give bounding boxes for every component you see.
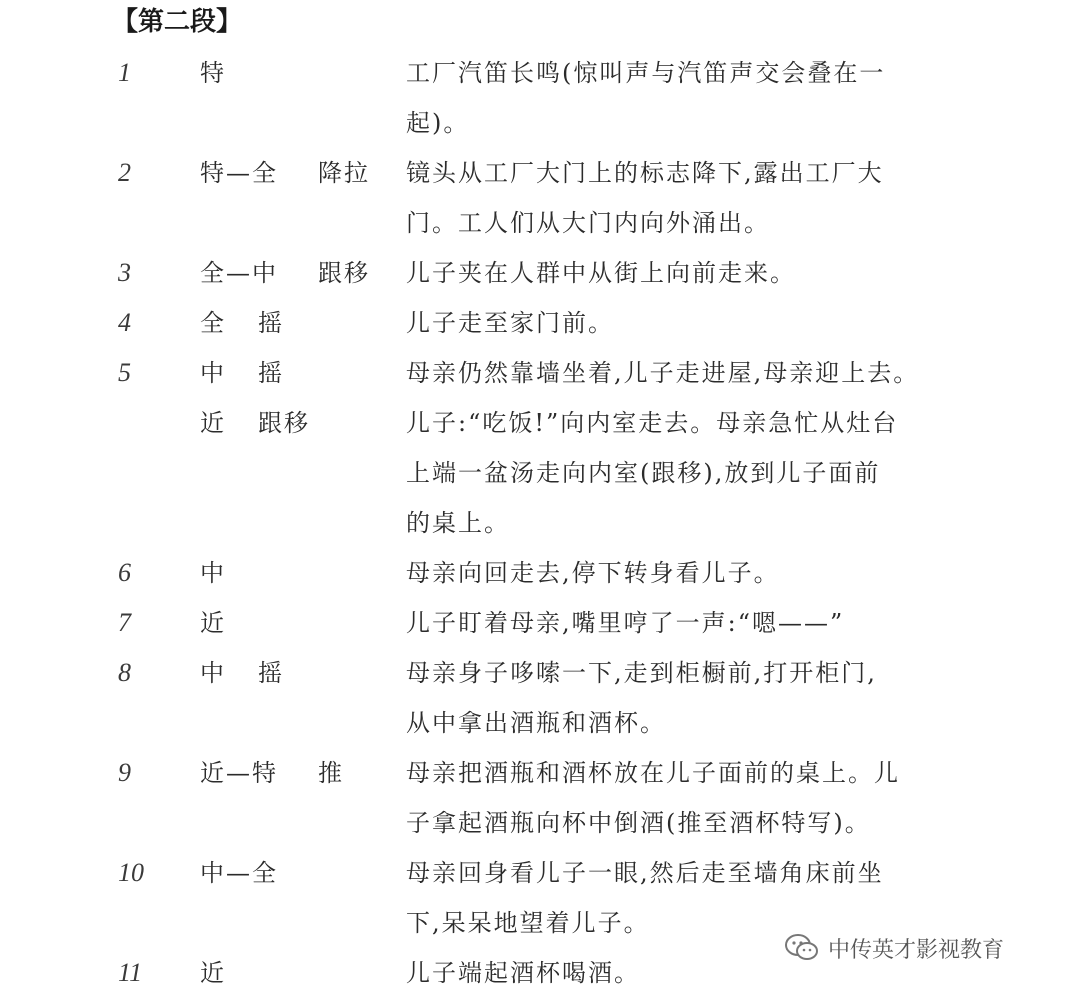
shot-description (406, 648, 976, 748)
shot-description (406, 398, 976, 548)
shot-number: 1 (118, 58, 131, 87)
description-line: 起)。 (406, 109, 470, 137)
shot-description (406, 598, 976, 648)
description-line: 儿子盯着母亲,嘴里哼了一声:“嗯——” (406, 609, 845, 637)
camera-movement: 推 (318, 759, 344, 787)
shot-number: 10 (118, 858, 144, 887)
shot-description (406, 548, 976, 598)
shot-number: 2 (118, 158, 131, 187)
shot-list (0, 48, 1072, 998)
description-line: 门。工人们从大门内向外涌出。 (406, 209, 770, 237)
shot-size: 特—全 (200, 159, 278, 187)
shot-row (0, 348, 1072, 398)
shot-row (0, 748, 1072, 848)
shot-size: 特 (200, 59, 226, 87)
shot-row (0, 148, 1072, 248)
shot-size: 中 (200, 559, 226, 587)
camera-movement: 跟移 (318, 259, 370, 287)
camera-movement: 摇 (258, 359, 284, 387)
shot-row (0, 298, 1072, 348)
watermark (784, 928, 1004, 968)
shot-row (0, 248, 1072, 298)
watermark-text: 中传英才影视教育 (828, 937, 1005, 963)
camera-movement: 跟移 (258, 409, 310, 437)
shot-row (0, 648, 1072, 748)
shot-number: 5 (118, 358, 131, 387)
shot-description (406, 248, 976, 298)
shot-description (406, 748, 976, 848)
shot-size: 全—中 (200, 259, 278, 287)
shot-description (406, 148, 976, 248)
description-line: 的桌上。 (406, 509, 510, 537)
shot-description (406, 348, 976, 398)
shot-row (0, 548, 1072, 598)
camera-movement: 降拉 (318, 159, 370, 187)
camera-movement: 摇 (258, 659, 284, 687)
shot-number: 3 (118, 258, 131, 287)
description-line: 母亲向回走去,停下转身看儿子。 (406, 559, 780, 587)
description-line: 从中拿出酒瓶和酒杯。 (406, 709, 666, 737)
description-line: 下,呆呆地望着儿子。 (406, 909, 650, 937)
shot-row (0, 48, 1072, 148)
shot-number: 4 (118, 308, 131, 337)
description-line: 镜头从工厂大门上的标志降下,露出工厂大 (406, 159, 884, 187)
description-line: 母亲身子哆嗦一下,走到柜橱前,打开柜门, (406, 659, 877, 687)
shot-size: 全 (200, 309, 226, 337)
shot-size: 近 (200, 609, 226, 637)
description-line: 母亲回身看儿子一眼,然后走至墙角床前坐 (406, 859, 884, 887)
shot-number: 11 (118, 958, 143, 987)
shot-size: 中—全 (200, 859, 278, 887)
description-line: 儿子夹在人群中从街上向前走来。 (406, 259, 796, 287)
shot-size: 中 (200, 659, 226, 687)
shot-description (406, 298, 976, 348)
shot-row (0, 398, 1072, 548)
shot-size: 近—特 (200, 759, 278, 787)
shot-size: 中 (200, 359, 226, 387)
shot-row (0, 598, 1072, 648)
shot-number: 8 (118, 658, 131, 687)
description-line: 儿子走至家门前。 (406, 309, 614, 337)
description-line: 儿子端起酒杯喝酒。 (406, 959, 640, 987)
section-heading: 【第二段】 (112, 7, 243, 37)
shot-number: 7 (118, 608, 131, 637)
shot-size: 近 (200, 409, 226, 437)
shot-number: 9 (118, 758, 131, 787)
description-line: 上端一盆汤走向内室(跟移),放到儿子面前 (406, 459, 881, 487)
description-line: 儿子:“吃饭!”向内室走去。母亲急忙从灶台 (406, 409, 899, 437)
description-line: 子拿起酒瓶向杯中倒酒(推至酒杯特写)。 (406, 809, 871, 837)
shot-size: 近 (200, 959, 226, 987)
description-line: 工厂汽笛长鸣(惊叫声与汽笛声交会叠在一 (406, 59, 886, 87)
camera-movement: 摇 (258, 309, 284, 337)
wechat-icon (784, 933, 820, 963)
shot-description (406, 48, 976, 148)
description-line: 母亲把酒瓶和酒杯放在儿子面前的桌上。儿 (406, 759, 900, 787)
shot-number: 6 (118, 558, 131, 587)
description-line: 母亲仍然靠墙坐着,儿子走进屋,母亲迎上去。 (406, 359, 920, 387)
